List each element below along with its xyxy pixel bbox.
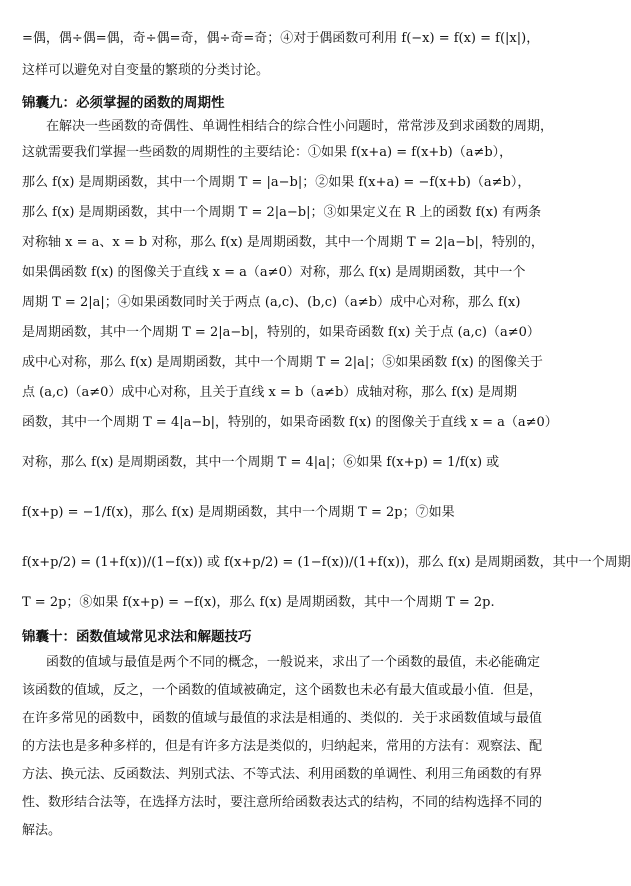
section-ten-line: 的方法也是多种多样的，但是有许多方法是类似的，归纳起来，常用的方法有：观察法、配 [22, 739, 543, 754]
section-ten-line: 在许多常见的函数中，函数的值域与最值的求法是相通的、类似的．关于求函数值域与最值 [22, 711, 543, 726]
section-ten-line: 方法、换元法、反函数法、判别式法、不等式法、利用函数的单调性、利用三角函数的有界 [22, 767, 543, 782]
section-ten-line: 函数的值域与最值是两个不同的概念，一般说来，求出了一个函数的最值，未必能确定 [46, 655, 541, 670]
section-nine-line: 函数，其中一个周期 T = 4|a−b|，特别的，如果奇函数 f(x) 的图像关于直线 x = a（a≠0） [22, 415, 558, 430]
intro-line-1: =偶，偶÷偶=偶，奇÷偶=奇，偶÷奇=奇；④对于偶函数可利用 f(−x) = f(x) = f(|x|)， [22, 31, 540, 46]
section-nine-line: 成中心对称，那么 f(x) 是周期函数，其中一个周期 T = 2|a|；⑤如果函数 f(x) 的图像关于 [22, 355, 543, 370]
section-nine-line: 那么 f(x) 是周期函数，其中一个周期 T = 2|a−b|；③如果定义在 R 上的函数 f(x) 有两条 [22, 205, 542, 220]
section-nine-line: T = 2p；⑧如果 f(x+p) = −f(x)，那么 f(x) 是周期函数，其中一个周期 T = 2p. [22, 595, 495, 610]
section-nine-line: 这就需要我们掌握一些函数的周期性的主要结论：①如果 f(x+a) = f(x+b)（a≠b）， [22, 145, 513, 160]
section-nine-line: 点 (a,c)（a≠0）成中心对称，且关于直线 x = b（a≠b）成轴对称，那么 f(x) 是周期 [22, 385, 517, 400]
section-ten-line: 解法。 [22, 823, 62, 838]
section-nine-line: f(x+p) = −1/f(x)，那么 f(x) 是周期函数，其中一个周期 T = 2p；⑦如果 [22, 505, 455, 520]
section-nine-line: 那么 f(x) 是周期函数，其中一个周期 T = |a−b|；②如果 f(x+a) = −f(x+b)（a≠b）， [22, 175, 531, 190]
section-nine-line: 周期 T = 2|a|；④如果函数同时关于两点 (a,c)、(b,c)（a≠b）成中心对称，那么 f(x) [22, 295, 521, 310]
section-ten-heading: 锦囊十：函数值域常见求法和解题技巧 [22, 629, 252, 645]
section-nine-line: 对称，那么 f(x) 是周期函数，其中一个周期 T = 4|a|；⑥如果 f(x+p) = 1/f(x) 或 [22, 455, 500, 470]
section-nine-heading: 锦囊九：必须掌握的函数的周期性 [22, 95, 225, 111]
section-nine-line: 对称轴 x = a、x = b 对称，那么 f(x) 是周期函数，其中一个周期 T = 2|a−b|，特别的， [22, 235, 544, 250]
section-nine-line: 如果偶函数 f(x) 的图像关于直线 x = a（a≠0）对称，那么 f(x) 是周期函数，其中一个 [22, 265, 526, 280]
section-ten-line: 性、数形结合法等，在选择方法时，要注意所给函数表达式的结构，不同的结构选择不同的 [22, 795, 543, 810]
section-nine-line: f(x+p/2) = (1+f(x))/(1−f(x)) 或 f(x+p/2) = (1−f(x))/(1+f(x))，那么 f(x) 是周期函数，其中一个周期 [22, 555, 631, 570]
section-ten-line: 该函数的值域，反之，一个函数的值域被确定，这个函数也未必有最大值或最小值．但是， [22, 683, 543, 698]
section-nine-line: 在解决一些函数的奇偶性、单调性相结合的综合性小问题时，常常涉及到求函数的周期， [46, 119, 554, 134]
section-nine-line: 是周期函数，其中一个周期 T = 2|a−b|，特别的，如果奇函数 f(x) 关于点 (a,c)（a≠0） [22, 325, 540, 340]
intro-line-2: 这样可以避免对自变量的繁琐的分类讨论。 [22, 63, 270, 78]
